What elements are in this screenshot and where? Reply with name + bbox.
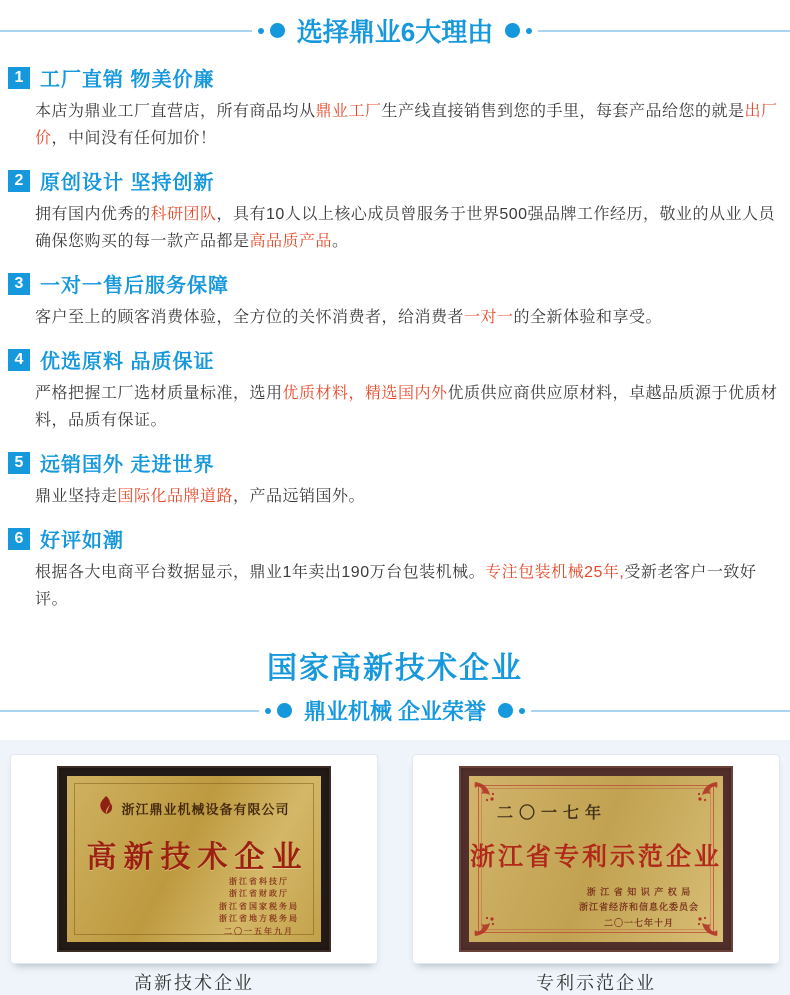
big-dot-icon [277, 703, 292, 718]
corner-ornament-icon [695, 914, 719, 938]
reasons-list [0, 49, 790, 627]
number-badge: 3 [8, 273, 30, 295]
reason-title: 远销国外 走进世界 [40, 454, 215, 476]
text-segment: 拥有国内优秀的 [35, 206, 151, 223]
text-segment: ，产品远销国外。 [233, 488, 366, 505]
plaque-title: 浙江省专利示范企业 [469, 844, 722, 871]
highlight-segment: 一对一 [464, 309, 514, 326]
number-badge: 5 [8, 452, 30, 474]
text-segment: 根据各大电商平台数据显示，鼎业1年卖出190万台包装机械。 [35, 564, 486, 581]
issue-date: 二〇一七年十月 [603, 917, 674, 928]
plaque-title: 高新技术企业 [86, 841, 309, 874]
reason-title: 一对一售后服务保障 [40, 275, 229, 297]
certificate-patent [412, 754, 780, 995]
big-dot-icon [270, 23, 285, 38]
reason-item-6 [8, 524, 778, 613]
issue-date: 二〇一五年九月 [224, 926, 294, 936]
reason-title: 原创设计 坚持创新 [40, 172, 215, 194]
small-dot-icon [265, 708, 271, 714]
divider-line [0, 30, 252, 32]
highlight-segment: 鼎业工厂 [315, 103, 382, 120]
text-segment: ，中间没有任何加价！ [51, 130, 217, 147]
certificate-caption: 专利示范企业 [536, 973, 656, 993]
reason-title: 好评如潮 [40, 530, 124, 552]
highlight-segment: 国际化品牌道路 [117, 488, 234, 505]
corner-ornament-icon [473, 914, 497, 938]
issuer-line: 浙江省经济和信息化委员会 [578, 902, 699, 913]
corner-ornament-icon [695, 780, 719, 804]
divider-line [538, 30, 790, 32]
big-dot-icon [498, 703, 513, 718]
reason-title: 工厂直销 物美价廉 [40, 69, 215, 91]
honor-main-title: 国家高新技术企业 [267, 652, 523, 685]
plaque-frame [57, 766, 331, 952]
reason-heading [8, 166, 778, 195]
section-header-reasons [0, 0, 790, 49]
company-name: 浙江鼎业机械设备有限公司 [121, 801, 290, 817]
text-segment: 鼎业坚持走 [35, 488, 118, 505]
issuer-line: 浙江省科技厅 [229, 877, 289, 886]
page-title: 选择鼎业6大理由 [296, 17, 494, 47]
number-badge: 1 [8, 67, 30, 89]
text-segment: 的全新体验和享受。 [513, 309, 663, 326]
reason-item-2 [8, 166, 778, 255]
reason-body [35, 380, 778, 434]
reason-heading [8, 524, 778, 553]
issuer-line: 浙江省国家税务局 [219, 901, 299, 911]
certificate-card [10, 754, 378, 964]
highlight-segment: 优质材料，精选国内外 [282, 385, 448, 402]
text-segment: 。 [332, 233, 349, 250]
plaque-year: 二〇一七年 [497, 805, 608, 822]
plaque-face [469, 776, 723, 942]
plaque-frame [459, 766, 733, 952]
number-badge: 4 [8, 349, 30, 371]
section-header-honor [0, 695, 790, 726]
text-segment: 客户至上的顾客消费体验，全方位的关怀消费者，给消费者 [35, 309, 465, 326]
certificate-caption: 高新技术企业 [134, 973, 254, 993]
reason-body [35, 304, 778, 331]
plaque-issuers [579, 885, 699, 931]
flame-logo-icon [98, 796, 114, 820]
reason-heading [8, 448, 778, 477]
reason-item-5 [8, 448, 778, 510]
text-segment: 严格把握工厂选材质量标准，选用 [35, 385, 283, 402]
reason-heading [8, 63, 778, 92]
certificates-panel [0, 740, 790, 995]
reason-body [35, 483, 778, 510]
divider-line [0, 710, 259, 712]
text-segment: ，具有10人以上核心成员曾服务于世界500强品牌工作经历，敬业的从业人员确保您购买的每一款产品都是 [35, 206, 776, 250]
issuer-line: 浙江省财政厅 [229, 889, 289, 899]
reason-item-4 [8, 345, 778, 434]
reason-body [35, 559, 778, 613]
text-segment: 受新老客户一致好评。 [35, 564, 757, 608]
corner-ornament-icon [473, 780, 497, 804]
highlight-segment: 高品质产品 [249, 233, 333, 250]
number-badge: 6 [8, 528, 30, 550]
reason-item-1 [8, 63, 778, 152]
text-segment: 本店为鼎业工厂直营店，所有商品均从 [35, 103, 316, 120]
plaque-issuers [219, 876, 299, 938]
company-row [67, 796, 321, 820]
plaque-face [67, 776, 321, 942]
reason-item-3 [8, 269, 778, 331]
certificate-hightech [10, 754, 378, 995]
text-segment: 优质供应商供应原材料，卓越品质源于优质材料，品质有保证。 [35, 385, 778, 429]
big-dot-icon [505, 23, 520, 38]
issuer-line: 浙 江 省 知 识 产 权 局 [586, 887, 692, 897]
number-badge: 2 [8, 170, 30, 192]
small-dot-icon [519, 708, 525, 714]
small-dot-icon [258, 28, 264, 34]
reason-heading [8, 345, 778, 374]
reason-heading [8, 269, 778, 298]
reason-body [35, 201, 778, 255]
highlight-segment: 科研团队 [150, 206, 217, 223]
honor-sub-title: 鼎业机械 企业荣誉 [303, 699, 487, 724]
small-dot-icon [526, 28, 532, 34]
highlight-segment: 出厂价 [35, 103, 778, 147]
highlight-segment: 专注包装机械25年, [485, 564, 625, 581]
issuer-line: 浙江省地方税务局 [219, 914, 299, 924]
reason-title: 优选原料 品质保证 [40, 351, 215, 373]
reason-body [35, 98, 778, 152]
certificate-card [412, 754, 780, 964]
divider-line [531, 710, 790, 712]
text-segment: 生产线直接销售到您的手里，每套产品给您的就是 [381, 103, 745, 120]
